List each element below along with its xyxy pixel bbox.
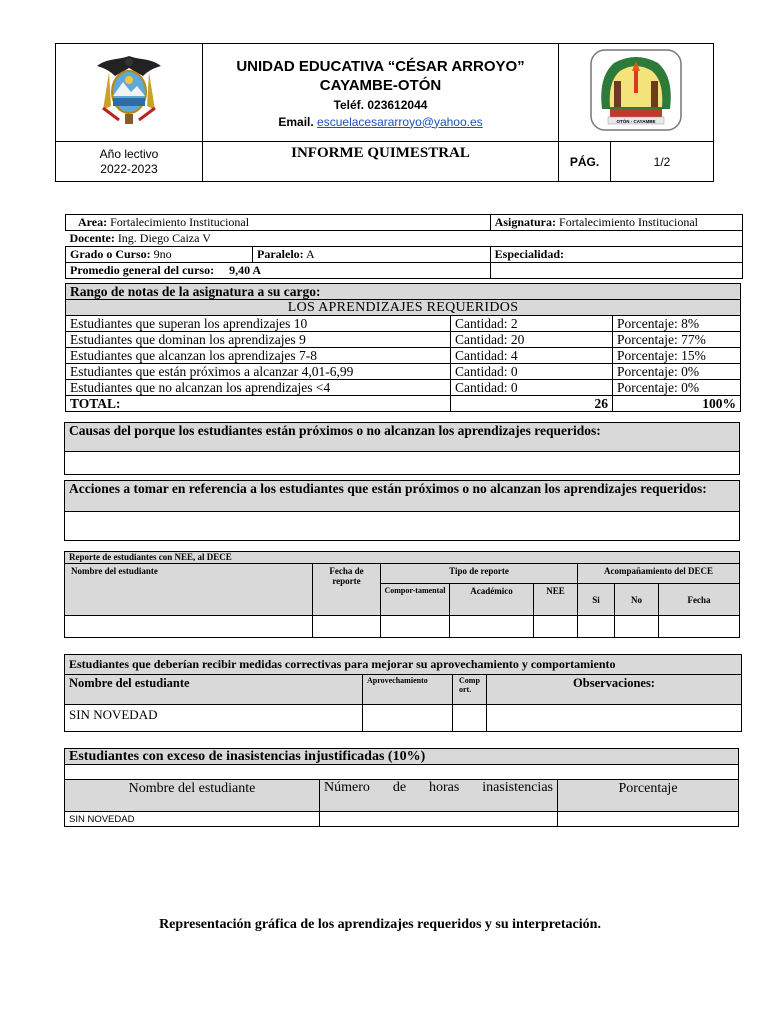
nee-empty-cell bbox=[615, 616, 659, 638]
total-label: TOTAL: bbox=[66, 396, 451, 412]
grade-row-label: Estudiantes que superan los aprendizajes 10 bbox=[66, 316, 451, 332]
grades-table bbox=[65, 283, 741, 412]
measures-empty-cell bbox=[453, 705, 487, 732]
nee-col-date: Fecha de reporte bbox=[313, 564, 381, 616]
grade-row bbox=[66, 364, 741, 380]
grade-row-pct: Porcentaje: 0% bbox=[613, 380, 741, 396]
nee-empty-cell bbox=[578, 616, 615, 638]
grade-row bbox=[66, 348, 741, 364]
measures-col-obs: Observaciones: bbox=[487, 675, 742, 705]
grade-row-pct: Porcentaje: 15% bbox=[613, 348, 741, 364]
school-logo-icon bbox=[588, 47, 684, 133]
nee-col-dece-date: Fecha bbox=[659, 584, 740, 616]
nee-empty-cell bbox=[534, 616, 578, 638]
nee-title: Reporte de estudiantes con NEE, al DECE bbox=[65, 552, 740, 564]
grade-row-qty: Cantidad: 0 bbox=[451, 380, 613, 396]
grade-row bbox=[66, 316, 741, 332]
average-empty-cell bbox=[490, 263, 742, 279]
grades-subtitle: LOS APRENDIZAJES REQUERIDOS bbox=[66, 300, 741, 316]
measures-col-perf: Aprovechamiento bbox=[363, 675, 453, 705]
grade-value: 9no bbox=[153, 247, 172, 261]
subject-label: Asignatura: bbox=[494, 215, 557, 229]
absences-col-pct: Porcentaje bbox=[558, 780, 739, 812]
causes-section bbox=[64, 422, 740, 475]
absences-title: Estudiantes con exceso de inasistencias injustificadas (10%) bbox=[65, 749, 739, 765]
grade-row-pct: Porcentaje: 8% bbox=[613, 316, 741, 332]
nee-col-academic: Académico bbox=[450, 584, 534, 616]
nee-col-name: Nombre del estudiante bbox=[65, 564, 313, 616]
course-info-table bbox=[65, 214, 743, 279]
grade-row-label: Estudiantes que están próximos a alcanzar 4,01-6,99 bbox=[66, 364, 451, 380]
grade-row-label: Estudiantes que dominan los aprendizajes 9 bbox=[66, 332, 451, 348]
parallel-value: A bbox=[306, 247, 315, 261]
average-value: 9,40 A bbox=[229, 263, 262, 277]
nee-col-no: No bbox=[615, 584, 659, 616]
nee-col-type: Tipo de reporte bbox=[381, 564, 578, 584]
grade-row-qty: Cantidad: 4 bbox=[451, 348, 613, 364]
absences-empty-cell bbox=[320, 812, 558, 827]
total-pct: 100% bbox=[613, 396, 741, 412]
school-info-cell bbox=[203, 44, 559, 142]
logo-bottom-text: OTÓN - CAYAMBE bbox=[616, 119, 656, 124]
absences-empty-row bbox=[65, 765, 739, 780]
report-title-cell bbox=[203, 142, 559, 182]
grade-row-qty: Cantidad: 20 bbox=[451, 332, 613, 348]
school-phone: Teléf. 023612044 bbox=[333, 97, 428, 112]
school-location: CAYAMBE-OTÓN bbox=[319, 76, 442, 94]
report-title: INFORME QUIMESTRAL bbox=[291, 145, 470, 161]
specialty-cell bbox=[490, 247, 742, 263]
subject-cell bbox=[490, 215, 742, 231]
nee-col-nee: NEE bbox=[534, 584, 578, 616]
teacher-cell bbox=[66, 231, 743, 247]
grade-row bbox=[66, 380, 741, 396]
teacher-value: Ing. Diego Caiza V bbox=[117, 231, 211, 245]
grade-label: Grado o Curso: bbox=[70, 247, 151, 261]
year-value: 2022-2023 bbox=[100, 161, 158, 176]
subject-value: Fortalecimiento Institucional bbox=[559, 215, 698, 229]
actions-title: Acciones a tomar en referencia a los estudiantes que están próximos o no alcanzan los aprendizajes requeridos: bbox=[65, 481, 739, 512]
grade-row-qty: Cantidad: 0 bbox=[451, 364, 613, 380]
causes-title: Causas del porque los estudiantes están próximos o no alcanzan los aprendizajes requeridos: bbox=[65, 423, 739, 452]
absences-col-hours: Número de horas inasistencias bbox=[320, 780, 558, 812]
grades-title: Rango de notas de la asignatura a su cargo: bbox=[66, 284, 741, 300]
ecuador-coat-of-arms-icon bbox=[89, 50, 169, 130]
grade-row-qty: Cantidad: 2 bbox=[451, 316, 613, 332]
absences-col-name: Nombre del estudiante bbox=[65, 780, 320, 812]
chart-caption: Representación gráfica de los aprendizajes requeridos y su interpretación. bbox=[159, 917, 601, 932]
nee-empty-cell bbox=[65, 616, 313, 638]
absences-table bbox=[64, 748, 739, 827]
email-label: Email. bbox=[278, 114, 314, 129]
grade-row-pct: Porcentaje: 0% bbox=[613, 364, 741, 380]
teacher-label: Docente: bbox=[69, 231, 115, 245]
actions-section bbox=[64, 480, 740, 541]
email-link[interactable]: escuelacesararroyo@yahoo.es bbox=[317, 114, 483, 129]
grade-row-label: Estudiantes que no alcanzan los aprendizajes <4 bbox=[66, 380, 451, 396]
grade-cell bbox=[66, 247, 253, 263]
grade-rows bbox=[66, 316, 741, 396]
coat-of-arms-cell bbox=[56, 44, 203, 142]
nee-empty-cell bbox=[381, 616, 450, 638]
page-label: PÁG. bbox=[559, 142, 611, 182]
area-label: Area: bbox=[78, 215, 108, 229]
specialty-label: Especialidad: bbox=[494, 247, 565, 261]
nee-col-behavior: Compor-tamental bbox=[381, 584, 450, 616]
absences-empty-cell bbox=[558, 812, 739, 827]
year-cell bbox=[56, 142, 203, 182]
year-label: Año lectivo bbox=[99, 146, 159, 161]
measures-col-name: Nombre del estudiante bbox=[65, 675, 363, 705]
nee-empty-cell bbox=[313, 616, 381, 638]
area-value: Fortalecimiento Institucional bbox=[110, 215, 250, 229]
measures-table bbox=[64, 654, 742, 732]
parallel-cell bbox=[253, 247, 491, 263]
nee-col-yes: Si bbox=[578, 584, 615, 616]
nee-table bbox=[64, 551, 740, 638]
grade-row-pct: Porcentaje: 77% bbox=[613, 332, 741, 348]
nee-empty-cell bbox=[659, 616, 740, 638]
measures-empty-cell bbox=[487, 705, 742, 732]
parallel-label: Paralelo: bbox=[257, 247, 304, 261]
page-value: 1/2 bbox=[611, 142, 714, 182]
measures-title: Estudiantes que deberían recibir medidas correctivas para mejorar su aprovechamiento y comportamiento bbox=[65, 655, 742, 675]
average-cell bbox=[66, 263, 491, 279]
area-cell bbox=[66, 215, 491, 231]
measures-row-name: SIN NOVEDAD bbox=[65, 705, 363, 732]
school-logo-cell bbox=[559, 44, 714, 142]
nee-empty-cell bbox=[450, 616, 534, 638]
nee-col-dece: Acompañamiento del DECE bbox=[578, 564, 740, 584]
measures-col-behav: Comport. bbox=[453, 675, 487, 705]
header-table bbox=[55, 43, 714, 182]
measures-empty-cell bbox=[363, 705, 453, 732]
grade-row-label: Estudiantes que alcanzan los aprendizajes 7-8 bbox=[66, 348, 451, 364]
school-name: UNIDAD EDUCATIVA “CÉSAR ARROYO” bbox=[236, 57, 525, 75]
total-qty: 26 bbox=[451, 396, 613, 412]
average-label: Promedio general del curso: bbox=[70, 263, 215, 277]
grade-row bbox=[66, 332, 741, 348]
absences-row-name: SIN NOVEDAD bbox=[65, 812, 320, 827]
